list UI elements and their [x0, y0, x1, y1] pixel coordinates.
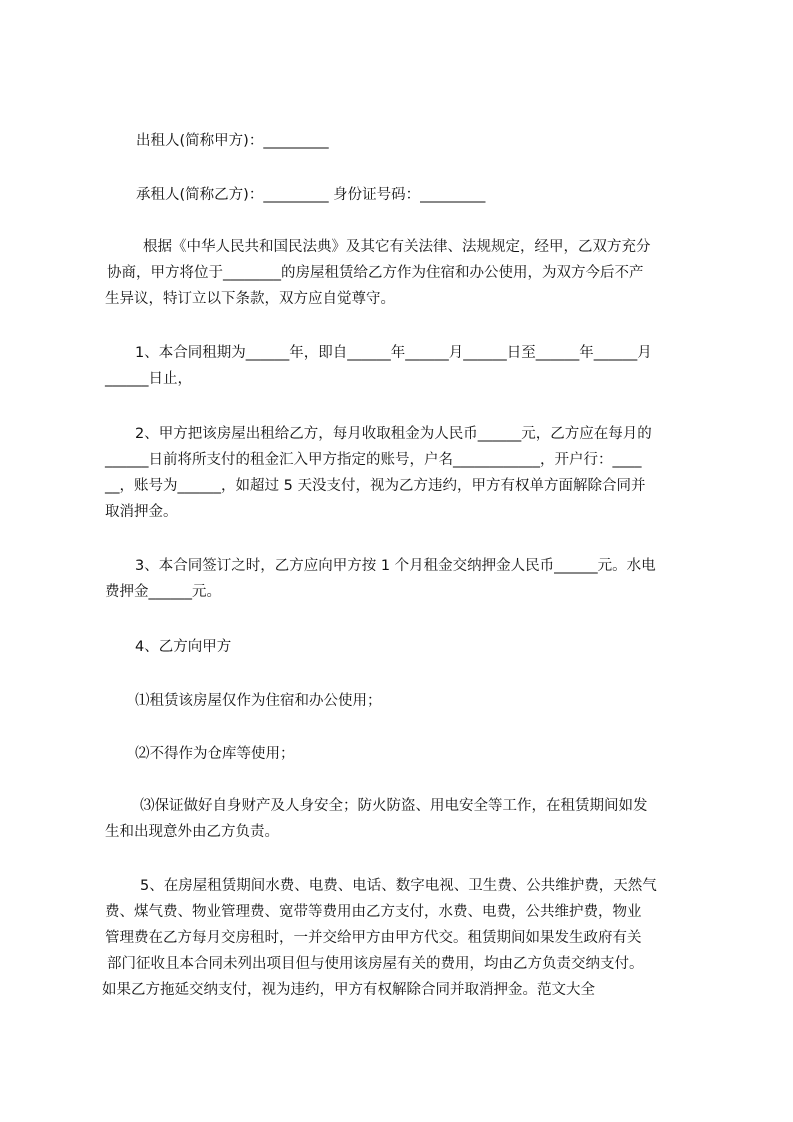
- clause-1-line: ______日止，: [105, 371, 192, 387]
- clause-5-line: 5、在房屋租赁期间水费、电费、电话、数字电视、卫生费、公共维护费，天然气: [140, 878, 657, 894]
- preamble-line: 生异议，特订立以下条款，双方应自觉尊守。: [105, 291, 395, 307]
- clause-4-title: [105, 634, 705, 660]
- clause-2-line: 取消押金。: [105, 504, 178, 520]
- preamble-line: 根据《中华人民共和国民法典》及其它有关法律、法规规定，经甲，乙双方充分: [143, 239, 651, 255]
- clause-5-line: 费、煤气费、物业管理费、宽带等费用由乙方支付，水费、电费，公共维护费，物业: [105, 904, 642, 920]
- clause-3-line: 费押金______元。: [105, 584, 221, 600]
- clause-4-item-2: [135, 741, 735, 767]
- clause-2-line: __，账号为______，如超过 5 天没支付，视为乙方违约，甲方有权单方面解除合同并: [105, 478, 646, 494]
- preamble-line: 协商，甲方将位于________的房屋租赁给乙方作为住宿和办公使用，为双方今后不产: [107, 265, 644, 281]
- clause-5: [102, 873, 705, 1003]
- clause-5-line: 管理费在乙方每月交房租时，一并交给甲方由甲方代交。租赁期间如果发生政府有关: [105, 930, 642, 946]
- lessee-line: [136, 182, 736, 208]
- clause-3-line: 3、本合同签订之时，乙方应向甲方按 1 个月租金交纳押金人民币______元。水电: [135, 558, 656, 574]
- clause-4-item-3-line: ⑶保证做好自身财产及人身安全；防火防盗、用电安全等工作，在租赁期间如发: [140, 798, 648, 814]
- clause-1: [105, 340, 705, 392]
- clause-2-line: 2、甲方把该房屋出租给乙方，每月收取租金为人民币______元，乙方应在每月的: [135, 426, 652, 442]
- lessee-text: 承租人(简称乙方)：_________ 身份证号码：_________: [136, 187, 486, 203]
- preamble-paragraph: [105, 234, 705, 312]
- clause-4-item-3: [105, 793, 705, 845]
- clause-3: [105, 553, 705, 605]
- clause-5-line: 部门征收且本合同未列出项目但与使用该房屋有关的费用，均由乙方负责交纳支付。: [107, 956, 644, 972]
- clause-4-item-1: [135, 688, 735, 714]
- clause-1-line: 1、本合同租期为______年，即自______年______月______日至______年______月: [135, 345, 652, 361]
- lessor-text: 出租人(简称甲方)：_________: [136, 133, 329, 149]
- clause-4-item-2-text: ⑵不得作为仓库等使用；: [135, 746, 295, 762]
- clause-4-item-1-text: ⑴租赁该房屋仅作为住宿和办公使用；: [135, 693, 382, 709]
- clause-2: [105, 421, 705, 525]
- clause-4-title-text: 4、乙方向甲方: [135, 639, 232, 655]
- clause-5-line: 如果乙方拖延交纳支付，视为违约，甲方有权解除合同并取消押金。范文大全: [102, 982, 595, 998]
- clause-4-item-3-line: 生和出现意外由乙方负责。: [105, 824, 279, 840]
- lessor-line: [136, 128, 736, 154]
- clause-2-line: ______日前将所支付的租金汇入甲方指定的账号，户名____________，开户行：____: [105, 452, 642, 468]
